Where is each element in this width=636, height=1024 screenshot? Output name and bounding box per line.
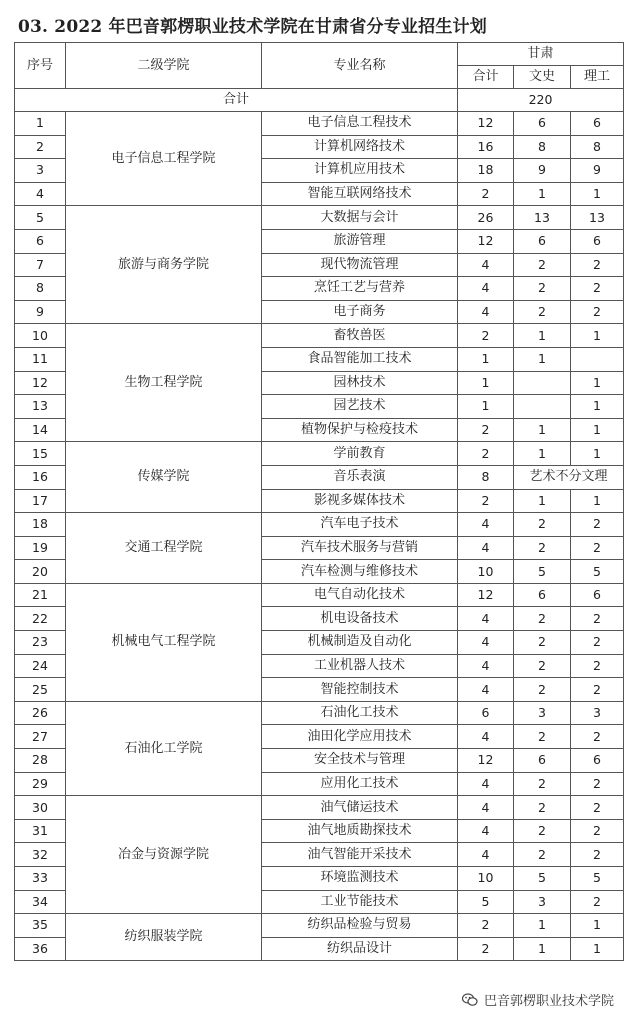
cell-science: 1	[571, 395, 624, 419]
cell-major: 植物保护与检疫技术	[262, 418, 458, 442]
cell-science: 2	[571, 300, 624, 324]
cell-major: 安全技术与管理	[262, 749, 458, 773]
header-major: 专业名称	[262, 43, 458, 89]
cell-arts: 3	[514, 890, 571, 914]
cell-arts: 2	[514, 678, 571, 702]
table-row	[15, 583, 624, 607]
table-row	[15, 914, 624, 938]
table-row	[15, 206, 624, 230]
cell-arts: 1	[514, 914, 571, 938]
cell-seq: 17	[15, 489, 66, 513]
cell-total: 4	[458, 300, 514, 324]
cell-major: 园林技术	[262, 371, 458, 395]
cell-seq: 28	[15, 749, 66, 773]
cell-seq: 34	[15, 890, 66, 914]
cell-major: 电气自动化技术	[262, 583, 458, 607]
cell-seq: 11	[15, 347, 66, 371]
cell-major: 环境监测技术	[262, 867, 458, 891]
cell-major: 影视多媒体技术	[262, 489, 458, 513]
grand-total-label: 合计	[15, 89, 458, 112]
cell-total: 12	[458, 229, 514, 253]
cell-arts: 1	[514, 182, 571, 206]
cell-major: 计算机应用技术	[262, 159, 458, 183]
cell-arts: 2	[514, 513, 571, 537]
cell-major: 学前教育	[262, 442, 458, 466]
cell-arts: 1	[514, 347, 571, 371]
cell-science: 1	[571, 937, 624, 961]
cell-total: 8	[458, 465, 514, 489]
cell-major: 旅游管理	[262, 229, 458, 253]
table-row	[15, 701, 624, 725]
header-row-top	[15, 43, 624, 66]
table-body	[15, 112, 624, 961]
cell-total: 6	[458, 701, 514, 725]
cell-major: 大数据与会计	[262, 206, 458, 230]
cell-seq: 22	[15, 607, 66, 631]
cell-arts: 2	[514, 300, 571, 324]
cell-merged: 艺术不分文理	[514, 465, 624, 489]
cell-major: 智能控制技术	[262, 678, 458, 702]
cell-arts: 1	[514, 937, 571, 961]
cell-science: 6	[571, 229, 624, 253]
college-name: 交通工程学院	[66, 513, 262, 584]
cell-total: 4	[458, 654, 514, 678]
cell-seq: 9	[15, 300, 66, 324]
cell-seq: 6	[15, 229, 66, 253]
cell-total: 4	[458, 253, 514, 277]
cell-science: 5	[571, 560, 624, 584]
cell-arts: 2	[514, 843, 571, 867]
cell-science: 1	[571, 442, 624, 466]
cell-science: 2	[571, 796, 624, 820]
wechat-icon	[462, 993, 478, 1007]
cell-arts: 5	[514, 560, 571, 584]
cell-total: 12	[458, 749, 514, 773]
cell-science: 2	[571, 607, 624, 631]
college-name: 电子信息工程学院	[66, 112, 262, 206]
cell-seq: 31	[15, 819, 66, 843]
cell-seq: 5	[15, 206, 66, 230]
cell-major: 工业机器人技术	[262, 654, 458, 678]
college-name: 机械电气工程学院	[66, 583, 262, 701]
cell-science: 2	[571, 772, 624, 796]
cell-seq: 25	[15, 678, 66, 702]
cell-total: 4	[458, 678, 514, 702]
cell-seq: 21	[15, 583, 66, 607]
cell-science: 2	[571, 819, 624, 843]
cell-seq: 16	[15, 465, 66, 489]
cell-seq: 24	[15, 654, 66, 678]
cell-seq: 12	[15, 371, 66, 395]
cell-seq: 4	[15, 182, 66, 206]
cell-arts: 3	[514, 701, 571, 725]
cell-total: 4	[458, 819, 514, 843]
cell-arts: 1	[514, 418, 571, 442]
cell-arts: 8	[514, 135, 571, 159]
watermark-text: 巴音郭楞职业技术学院	[484, 994, 615, 1009]
cell-arts: 2	[514, 725, 571, 749]
cell-major: 烹饪工艺与营养	[262, 277, 458, 301]
cell-seq: 30	[15, 796, 66, 820]
cell-arts: 6	[514, 749, 571, 773]
college-name: 生物工程学院	[66, 324, 262, 442]
cell-seq: 33	[15, 867, 66, 891]
header-science: 理工	[571, 66, 624, 89]
cell-arts	[514, 371, 571, 395]
cell-major: 汽车技术服务与营销	[262, 536, 458, 560]
cell-total: 2	[458, 489, 514, 513]
cell-science: 2	[571, 890, 624, 914]
cell-seq: 20	[15, 560, 66, 584]
cell-major: 智能互联网络技术	[262, 182, 458, 206]
cell-seq: 13	[15, 395, 66, 419]
cell-total: 4	[458, 725, 514, 749]
cell-science: 6	[571, 749, 624, 773]
cell-arts: 2	[514, 277, 571, 301]
cell-total: 12	[458, 583, 514, 607]
cell-major: 电子信息工程技术	[262, 112, 458, 136]
cell-arts: 2	[514, 607, 571, 631]
cell-seq: 8	[15, 277, 66, 301]
college-name: 纺织服装学院	[66, 914, 262, 961]
cell-total: 2	[458, 937, 514, 961]
table-row	[15, 796, 624, 820]
cell-seq: 32	[15, 843, 66, 867]
cell-total: 4	[458, 513, 514, 537]
cell-science: 1	[571, 324, 624, 348]
college-name: 石油化工学院	[66, 701, 262, 795]
cell-total: 2	[458, 324, 514, 348]
cell-science: 2	[571, 654, 624, 678]
grand-total-row	[15, 89, 624, 112]
cell-total: 5	[458, 890, 514, 914]
cell-major: 电子商务	[262, 300, 458, 324]
header-college: 二级学院	[66, 43, 262, 89]
cell-total: 12	[458, 112, 514, 136]
cell-seq: 27	[15, 725, 66, 749]
cell-seq: 26	[15, 701, 66, 725]
cell-major: 应用化工技术	[262, 772, 458, 796]
cell-seq: 35	[15, 914, 66, 938]
cell-seq: 36	[15, 937, 66, 961]
cell-major: 畜牧兽医	[262, 324, 458, 348]
cell-total: 4	[458, 607, 514, 631]
cell-seq: 29	[15, 772, 66, 796]
cell-science: 2	[571, 536, 624, 560]
cell-seq: 7	[15, 253, 66, 277]
cell-arts: 2	[514, 654, 571, 678]
cell-total: 1	[458, 395, 514, 419]
cell-arts: 6	[514, 112, 571, 136]
cell-arts: 2	[514, 796, 571, 820]
cell-total: 18	[458, 159, 514, 183]
cell-seq: 3	[15, 159, 66, 183]
cell-science: 2	[571, 513, 624, 537]
cell-major: 油田化学应用技术	[262, 725, 458, 749]
cell-science: 8	[571, 135, 624, 159]
grand-total-value: 220	[458, 89, 624, 112]
cell-seq: 23	[15, 631, 66, 655]
cell-arts: 2	[514, 631, 571, 655]
cell-major: 现代物流管理	[262, 253, 458, 277]
table-row	[15, 324, 624, 348]
cell-science: 1	[571, 182, 624, 206]
cell-total: 4	[458, 796, 514, 820]
cell-seq: 2	[15, 135, 66, 159]
cell-total: 2	[458, 914, 514, 938]
cell-seq: 14	[15, 418, 66, 442]
cell-major: 油气地质勘探技术	[262, 819, 458, 843]
cell-science: 2	[571, 253, 624, 277]
cell-arts: 5	[514, 867, 571, 891]
cell-seq: 19	[15, 536, 66, 560]
table-row	[15, 513, 624, 537]
cell-arts: 2	[514, 772, 571, 796]
cell-science: 2	[571, 277, 624, 301]
cell-major: 机械制造及自动化	[262, 631, 458, 655]
cell-total: 4	[458, 277, 514, 301]
cell-major: 汽车电子技术	[262, 513, 458, 537]
cell-arts: 6	[514, 583, 571, 607]
watermark	[462, 990, 614, 1009]
cell-science: 1	[571, 371, 624, 395]
cell-major: 工业节能技术	[262, 890, 458, 914]
cell-major: 食品智能加工技术	[262, 347, 458, 371]
header-seq: 序号	[15, 43, 66, 89]
cell-major: 园艺技术	[262, 395, 458, 419]
cell-seq: 10	[15, 324, 66, 348]
cell-arts: 2	[514, 536, 571, 560]
cell-seq: 18	[15, 513, 66, 537]
cell-science: 1	[571, 489, 624, 513]
cell-arts: 6	[514, 229, 571, 253]
cell-total: 4	[458, 772, 514, 796]
cell-major: 纺织品检验与贸易	[262, 914, 458, 938]
cell-science: 1	[571, 418, 624, 442]
cell-total: 1	[458, 347, 514, 371]
cell-arts	[514, 395, 571, 419]
cell-major: 音乐表演	[262, 465, 458, 489]
cell-arts: 2	[514, 253, 571, 277]
cell-arts: 2	[514, 819, 571, 843]
cell-science: 9	[571, 159, 624, 183]
cell-major: 纺织品设计	[262, 937, 458, 961]
header-province: 甘肃	[458, 43, 624, 66]
cell-major: 汽车检测与维修技术	[262, 560, 458, 584]
header-total: 合计	[458, 66, 514, 89]
cell-total: 10	[458, 867, 514, 891]
cell-major: 石油化工技术	[262, 701, 458, 725]
document-title: 03. 2022 年巴音郭楞职业技术学院在甘肃省分专业招生计划	[18, 17, 487, 37]
cell-total: 2	[458, 182, 514, 206]
cell-major: 油气储运技术	[262, 796, 458, 820]
college-name: 冶金与资源学院	[66, 796, 262, 914]
cell-science: 5	[571, 867, 624, 891]
cell-total: 4	[458, 631, 514, 655]
cell-science	[571, 347, 624, 371]
cell-total: 2	[458, 418, 514, 442]
cell-total: 4	[458, 536, 514, 560]
cell-arts: 13	[514, 206, 571, 230]
table-row	[15, 112, 624, 136]
cell-total: 26	[458, 206, 514, 230]
cell-seq: 1	[15, 112, 66, 136]
cell-science: 6	[571, 112, 624, 136]
cell-total: 2	[458, 442, 514, 466]
enrollment-plan-table	[14, 42, 624, 961]
cell-science: 2	[571, 843, 624, 867]
cell-science: 2	[571, 725, 624, 749]
cell-science: 13	[571, 206, 624, 230]
cell-total: 1	[458, 371, 514, 395]
cell-science: 3	[571, 701, 624, 725]
cell-major: 油气智能开采技术	[262, 843, 458, 867]
cell-science: 2	[571, 678, 624, 702]
cell-major: 计算机网络技术	[262, 135, 458, 159]
cell-arts: 9	[514, 159, 571, 183]
cell-seq: 15	[15, 442, 66, 466]
cell-total: 10	[458, 560, 514, 584]
cell-science: 1	[571, 914, 624, 938]
cell-arts: 1	[514, 489, 571, 513]
cell-science: 6	[571, 583, 624, 607]
cell-total: 16	[458, 135, 514, 159]
table-row	[15, 442, 624, 466]
college-name: 旅游与商务学院	[66, 206, 262, 324]
header-arts: 文史	[514, 66, 571, 89]
cell-major: 机电设备技术	[262, 607, 458, 631]
college-name: 传媒学院	[66, 442, 262, 513]
cell-arts: 1	[514, 442, 571, 466]
cell-arts: 1	[514, 324, 571, 348]
cell-science: 2	[571, 631, 624, 655]
cell-total: 4	[458, 843, 514, 867]
